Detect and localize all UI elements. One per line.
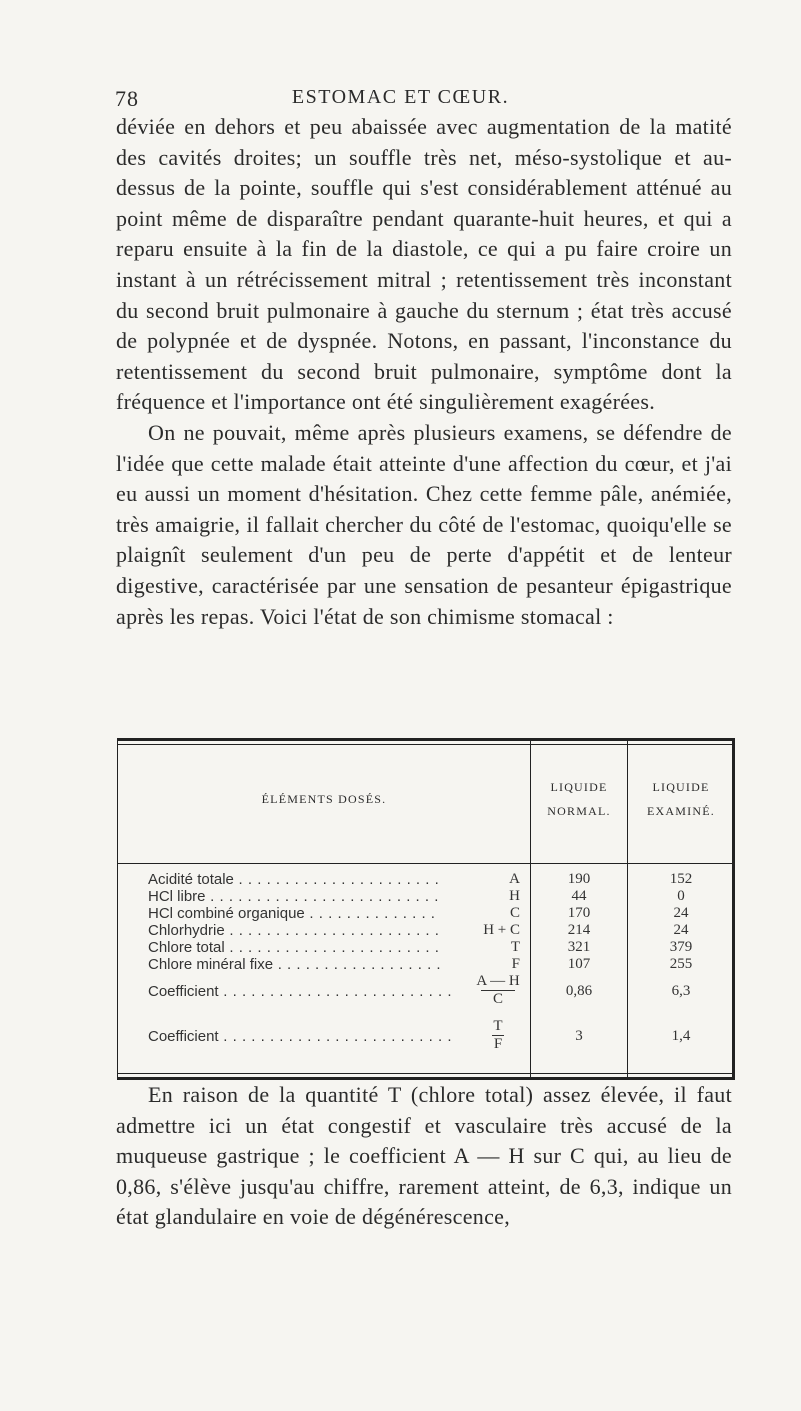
row-normal: 321: [567, 939, 591, 955]
row-label: Acidité totale . . .: [148, 871, 458, 888]
row-label: Chlore minéral fixe . . .: [148, 956, 458, 973]
row-normal: 190: [567, 871, 591, 887]
row-normal: 214: [567, 922, 591, 938]
row-symbol: A: [440, 871, 524, 888]
header-examined: [628, 775, 734, 823]
row-normal: 0,86: [565, 983, 593, 999]
row-examined: 24: [673, 922, 689, 938]
fraction-numerator: A — H: [476, 973, 520, 989]
row-examined: 6,3: [671, 983, 691, 999]
row-label: Chlorhydrie . . .: [148, 922, 458, 939]
paragraph-2: On ne pouvait, même après plusieurs examens, se défendre de l'idée que cette malade était atteinte d'une affection du cœur, et j'ai eu aussi un moment d'hésitation. Chez cette femme pâle, anémiée, très amaigrie, il fallait chercher du côté de l'estomac, quoiqu'elle se plaignît seulement d'un peu de perte d'appétit et de lenteur digestive, caractérisée par une sensation de pesanteur épigastrique après les repas. Voici l'état de son chimisme stomacal :: [116, 419, 732, 629]
fraction-denominator: C: [492, 991, 503, 1007]
fraction-numerator: T: [493, 1018, 503, 1034]
coefficient-row-2: [118, 1018, 732, 1052]
header-normal: [531, 775, 627, 823]
row-normal: 107: [567, 956, 591, 972]
body-text-bottom: [116, 1080, 732, 1233]
page-number: 78: [115, 86, 139, 111]
table-row: [118, 905, 732, 922]
row-examined: 0: [677, 888, 685, 904]
row-label: HCl libre . . .: [148, 888, 458, 905]
row-normal: 3: [575, 1028, 583, 1044]
header-examined-line2: EXAMINÉ.: [647, 804, 715, 818]
running-head: ESTOMAC ET CŒUR.: [291, 86, 510, 108]
table-row: [118, 956, 732, 973]
row-symbol: C: [440, 905, 524, 922]
row-label: Coefficient . . .: [148, 983, 458, 1000]
fraction-t-over-f: [468, 1018, 528, 1053]
paragraph-1: déviée en dehors et peu abaissée avec augmentation de la matité des cavités droites; un souffle très net, méso-systolique et au-dessus de la pointe, souffle qui s'est considérablement atténué au point même de disparaître pendant quarante-huit heures, et qui a reparu ensuite à la fin de la diastole, ce qui a pu faire croire un instant à un rétrécissement mitral ; retentissement très inconstant du second bruit pulmonaire à gauche du sternum ; état très accusé de polypnée et de dyspnée. Notons, en passant, l'inconstance du retentissement du second bruit pulmonaire, symptôme dont la fréquence et l'importance ont été singulièrement exagérées.: [116, 114, 732, 415]
row-label: Coefficient . . .: [148, 1028, 458, 1045]
coefficient-row-1: [118, 973, 732, 1007]
table-row: [118, 922, 732, 939]
row-label: HCl combiné organique . . .: [148, 905, 458, 922]
table-row: [118, 871, 732, 888]
row-examined: 379: [669, 939, 693, 955]
row-symbol: H: [440, 888, 524, 905]
table-row: [118, 939, 732, 956]
header-normal-line2: NORMAL.: [547, 804, 611, 818]
row-symbol: F: [440, 956, 524, 973]
row-label: Chlore total . . .: [148, 939, 458, 956]
row-examined: 1,4: [671, 1028, 691, 1044]
fraction-denominator: F: [493, 1036, 503, 1052]
header-normal-line1: LIQUIDE: [550, 780, 608, 794]
header-examined-line1: LIQUIDE: [652, 780, 710, 794]
body-text-top: [116, 112, 732, 632]
row-examined: 255: [669, 956, 693, 972]
row-examined: 152: [669, 871, 693, 887]
header-elements: ÉLÉMENTS DOSÉS.: [261, 792, 387, 806]
fraction-ah-over-c: [468, 973, 528, 1008]
paragraph-3: En raison de la quantité T (chlore total) assez élevée, il faut admettre ici un état congestif et vasculaire très accusé de la muqueuse gastrique ; le coefficient A — H sur C qui, au lieu de 0,86, s'élève jusqu'au chiffre, rarement atteint, de 6,3, indique un état glandulaire en voie de dégénérescence,: [116, 1082, 732, 1230]
table-row: [118, 888, 732, 905]
row-symbol: H + C: [440, 922, 524, 939]
chemistry-table: [117, 738, 735, 1080]
row-normal: 170: [567, 905, 591, 921]
row-normal: 44: [571, 888, 587, 904]
row-examined: 24: [673, 905, 689, 921]
row-symbol: T: [440, 939, 524, 956]
